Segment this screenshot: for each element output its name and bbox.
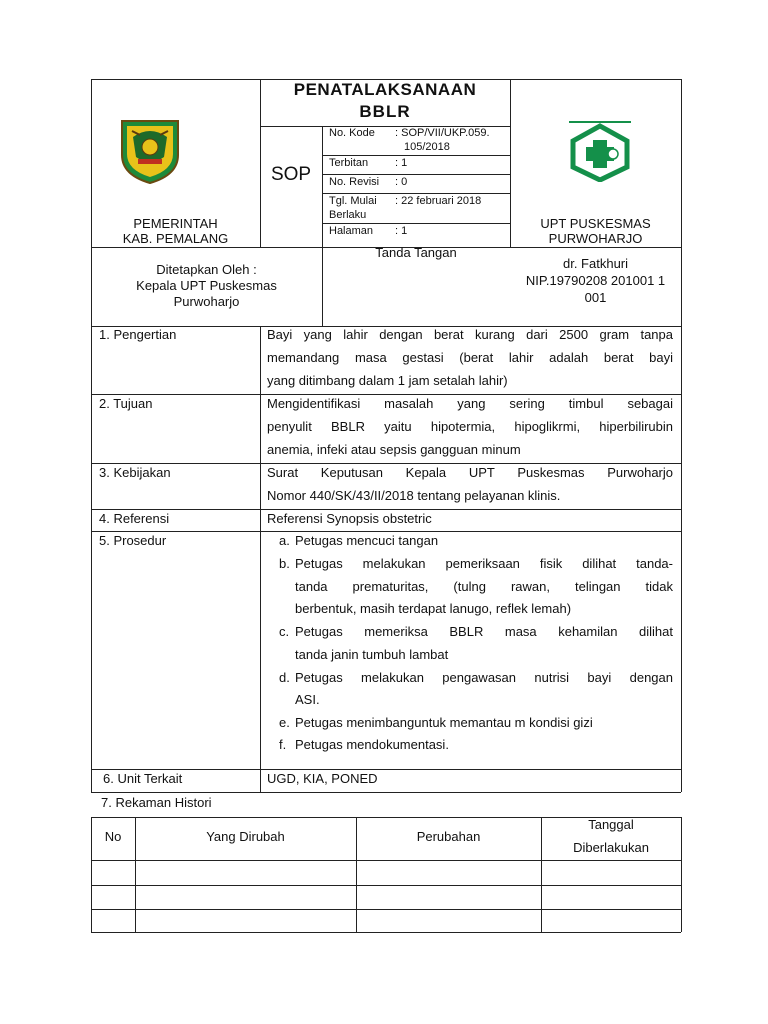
referensi-text: Referensi Synopsis obstetric — [267, 511, 432, 526]
history-col-no: No — [104, 829, 122, 844]
meta-label-no-revisi: No. Revisi — [329, 176, 380, 188]
section-label-prosedur: 5. Prosedur — [99, 533, 167, 548]
prosedur-marker-e: e. — [279, 715, 290, 730]
prosedur-marker-f: f. — [279, 737, 287, 752]
history-label: 7. Rekaman Histori — [101, 795, 212, 810]
kebijakan-line1: Surat Keputusan Kepala UPT Puskesmas Purwoharjo — [267, 465, 673, 480]
pengertian-line2: memandang masa gestasi (berat lahir adalah berat bayi — [267, 350, 673, 365]
history-col-tanggal: Tanggal — [588, 817, 634, 832]
puskesmas-logo — [565, 120, 635, 182]
signature-label: Tanda Tangan — [375, 245, 457, 260]
section-label-pengertian: 1. Pengertian — [99, 327, 177, 342]
meta-label-tgl-mulai-2: Berlaku — [329, 209, 367, 221]
prosedur-marker-b: b. — [279, 556, 290, 571]
unit-terkait-text: UGD, KIA, PONED — [267, 771, 378, 786]
section-label-kebijakan: 3. Kebijakan — [99, 465, 171, 480]
prosedur-item-b-line3: berbentuk, masih terdapat lanugo, reflek lemah) — [295, 601, 572, 616]
prosedur-item-c-line2: tanda janin tumbuh lambat — [295, 647, 449, 662]
meta-value-halaman: : 1 — [395, 225, 408, 237]
prosedur-item-b-line1: Petugas melakukan pemeriksaan fisik dilihat tanda- — [295, 556, 673, 571]
prosedur-item-f: Petugas mendokumentasi. — [295, 737, 449, 752]
prosedur-item-d-line1: Petugas melakukan pengawasan nutrisi bayi dengan — [295, 670, 673, 685]
prosedur-marker-a: a. — [279, 533, 290, 548]
prosedur-item-d-line2: ASI. — [295, 692, 320, 707]
section-label-tujuan: 2. Tujuan — [99, 396, 153, 411]
approval-line1: Ditetapkan Oleh : — [156, 262, 257, 277]
page-title-line1: PENATALAKSANAAN — [293, 80, 477, 99]
left-org-line1: PEMERINTAH — [133, 216, 218, 231]
signer-name: dr. Fatkhuri — [562, 256, 629, 271]
approval-line3: Purwoharjo — [173, 294, 240, 309]
meta-label-tgl-mulai: Tgl. Mulai — [329, 195, 377, 207]
tujuan-line1: Mengidentifikasi masalah yang sering timbul sebagai — [267, 396, 673, 411]
tujuan-line3: anemia, infeki atau sepsis gangguan minum — [267, 442, 521, 457]
meta-value-no-kode-2: 105/2018 — [404, 141, 450, 153]
meta-label-halaman: Halaman — [329, 225, 374, 237]
meta-value-no-kode: : SOP/VII/UKP.059. — [395, 127, 490, 139]
signer-nip-line1: NIP.19790208 201001 1 — [525, 273, 666, 288]
signer-nip-line2: 001 — [584, 290, 607, 305]
kebijakan-line2: Nomor 440/SK/43/II/2018 tentang pelayanan klinis. — [267, 488, 561, 503]
history-col-diberlakukan: Diberlakukan — [573, 840, 649, 855]
prosedur-item-c-line1: Petugas memeriksa BBLR masa kehamilan dilihat — [295, 624, 673, 639]
history-col-perubahan: Perubahan — [416, 829, 481, 844]
history-col-yang-dirubah: Yang Dirubah — [206, 829, 285, 844]
prosedur-marker-d: d. — [279, 670, 290, 685]
section-label-unit-terkait: 6. Unit Terkait — [103, 771, 183, 786]
history-row — [92, 886, 680, 908]
prosedur-marker-c: c. — [279, 624, 290, 639]
page-title-line2: BBLR — [359, 102, 411, 121]
history-row — [92, 910, 680, 931]
pengertian-line3: yang ditimbang dalam 1 jam setalah lahir) — [267, 373, 508, 388]
meta-value-terbitan: : 1 — [395, 157, 408, 169]
pengertian-line1: Bayi yang lahir dengan berat kurang dari 2500 gram tanpa — [267, 327, 673, 342]
sop-label: SOP — [270, 164, 312, 185]
approval-line2: Kepala UPT Puskesmas — [136, 278, 277, 293]
history-row — [92, 861, 680, 884]
prosedur-item-b-line2: tanda prematuritas, (tulng rawan, telingan tidak — [295, 579, 673, 594]
meta-value-no-revisi: : 0 — [395, 176, 408, 188]
meta-label-no-kode: No. Kode — [329, 127, 375, 139]
right-org-line2: PURWOHARJO — [548, 231, 643, 246]
pemalang-logo — [118, 117, 182, 185]
meta-label-terbitan: Terbitan — [329, 157, 369, 169]
prosedur-item-e: Petugas menimbanguntuk memantau m kondisi gizi — [295, 715, 593, 730]
meta-value-tgl-mulai: : 22 februari 2018 — [395, 195, 482, 207]
tujuan-line2: penyulit BBLR yaitu hipotermia, hipoglikrmi, hiperbilirubin — [267, 419, 673, 434]
prosedur-item-a: Petugas mencuci tangan — [295, 533, 439, 548]
right-org-line1: UPT PUSKESMAS — [540, 216, 651, 231]
section-label-referensi: 4. Referensi — [99, 511, 170, 526]
left-org-line2: KAB. PEMALANG — [122, 231, 229, 246]
